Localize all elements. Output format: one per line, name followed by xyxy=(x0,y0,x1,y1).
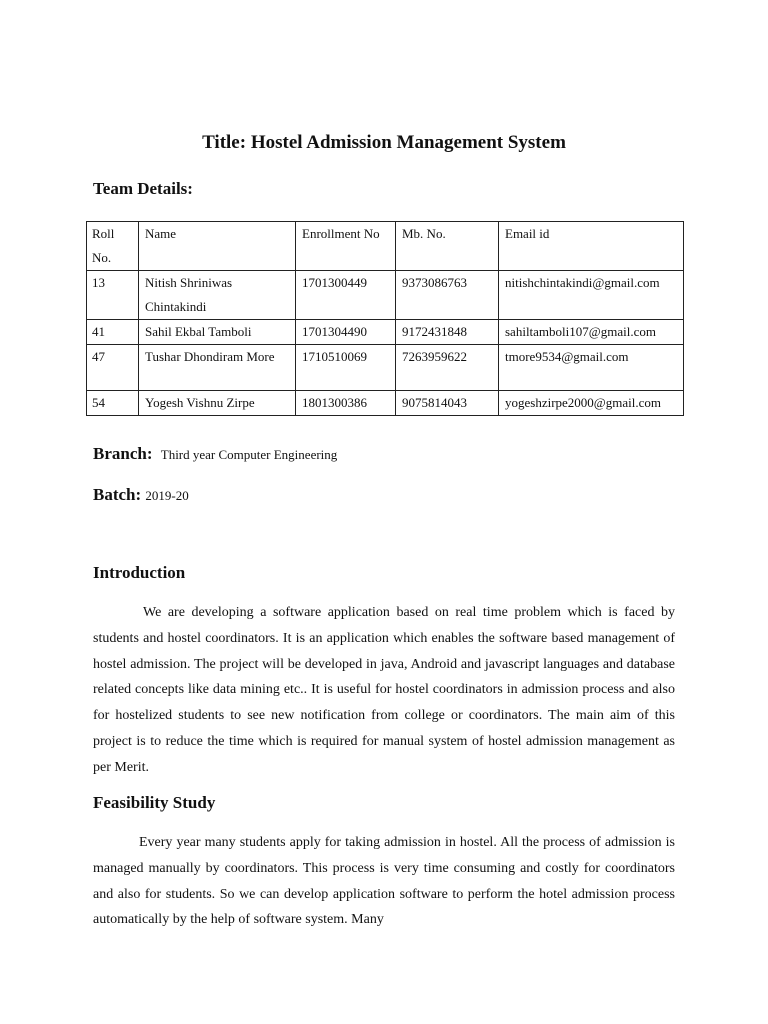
cell-enrollment: 1710510069 xyxy=(296,345,396,391)
table-header-row xyxy=(87,222,684,271)
cell-name: Sahil Ekbal Tamboli xyxy=(139,320,296,345)
cell-enrollment: 1801300386 xyxy=(296,391,396,416)
introduction-paragraph: We are developing a software application based on real time problem which is faced by students and hostel coordinators. It is an application which enables the software based management of hostel admission. The project will be developed in java, Android and javascript languages and database related concepts like data mining etc.. It is useful for hostel coordinators in admission process and also for hostelized students to see new notification from college or coordinators. The main aim of this project is to reduce the time which is required for manual system of hostel admission management as per Merit. xyxy=(93,605,675,775)
cell-mobile: 9172431848 xyxy=(396,320,499,345)
table-row xyxy=(87,320,684,345)
feasibility-study-heading: Feasibility Study xyxy=(93,793,216,812)
cell-mobile: 9373086763 xyxy=(396,271,499,320)
cell-email: sahiltamboli107@gmail.com xyxy=(499,320,684,345)
header-email-id: Email id xyxy=(499,222,684,271)
team-details-table xyxy=(86,221,684,416)
cell-mobile: 7263959622 xyxy=(396,345,499,391)
cell-email: yogeshzirpe2000@gmail.com xyxy=(499,391,684,416)
branch-line xyxy=(93,443,337,466)
branch-label: Branch: xyxy=(93,444,153,463)
branch-value: Third year Computer Engineering xyxy=(160,447,338,462)
cell-enrollment: 1701300449 xyxy=(296,271,396,320)
batch-line xyxy=(93,484,189,507)
batch-label: Batch: xyxy=(93,485,142,504)
cell-name: Tushar Dhondiram More xyxy=(139,345,296,391)
cell-email: nitishchintakindi@gmail.com xyxy=(499,271,684,320)
table-row xyxy=(87,345,684,391)
cell-roll: 41 xyxy=(87,320,139,345)
cell-mobile: 9075814043 xyxy=(396,391,499,416)
cell-roll: 47 xyxy=(87,345,139,391)
introduction-heading: Introduction xyxy=(93,563,186,582)
header-enrollment-no: Enrollment No xyxy=(296,222,396,271)
batch-value: 2019-20 xyxy=(145,488,189,503)
header-name: Name xyxy=(139,222,296,271)
cell-roll: 54 xyxy=(87,391,139,416)
cell-enrollment: 1701304490 xyxy=(296,320,396,345)
cell-email: tmore9534@gmail.com xyxy=(499,345,684,391)
feasibility-study-paragraph: Every year many students apply for taking admission in hostel. All the process of admission is managed manually by coordinators. This process is very time consuming and costly for coordinators and also for students. So we can develop application software to perform the hotel admission process automatically by the help of software system. Many xyxy=(93,835,675,928)
header-mobile-no: Mb. No. xyxy=(396,222,499,271)
cell-name: Yogesh Vishnu Zirpe xyxy=(139,391,296,416)
header-roll-no: Roll No. xyxy=(87,222,139,271)
table-row xyxy=(87,271,684,320)
page-title: Title: Hostel Admission Management System xyxy=(202,132,566,153)
table-row xyxy=(87,391,684,416)
team-details-heading: Team Details: xyxy=(93,179,193,198)
cell-roll: 13 xyxy=(87,271,139,320)
cell-name: Nitish Shriniwas Chintakindi xyxy=(139,271,296,320)
